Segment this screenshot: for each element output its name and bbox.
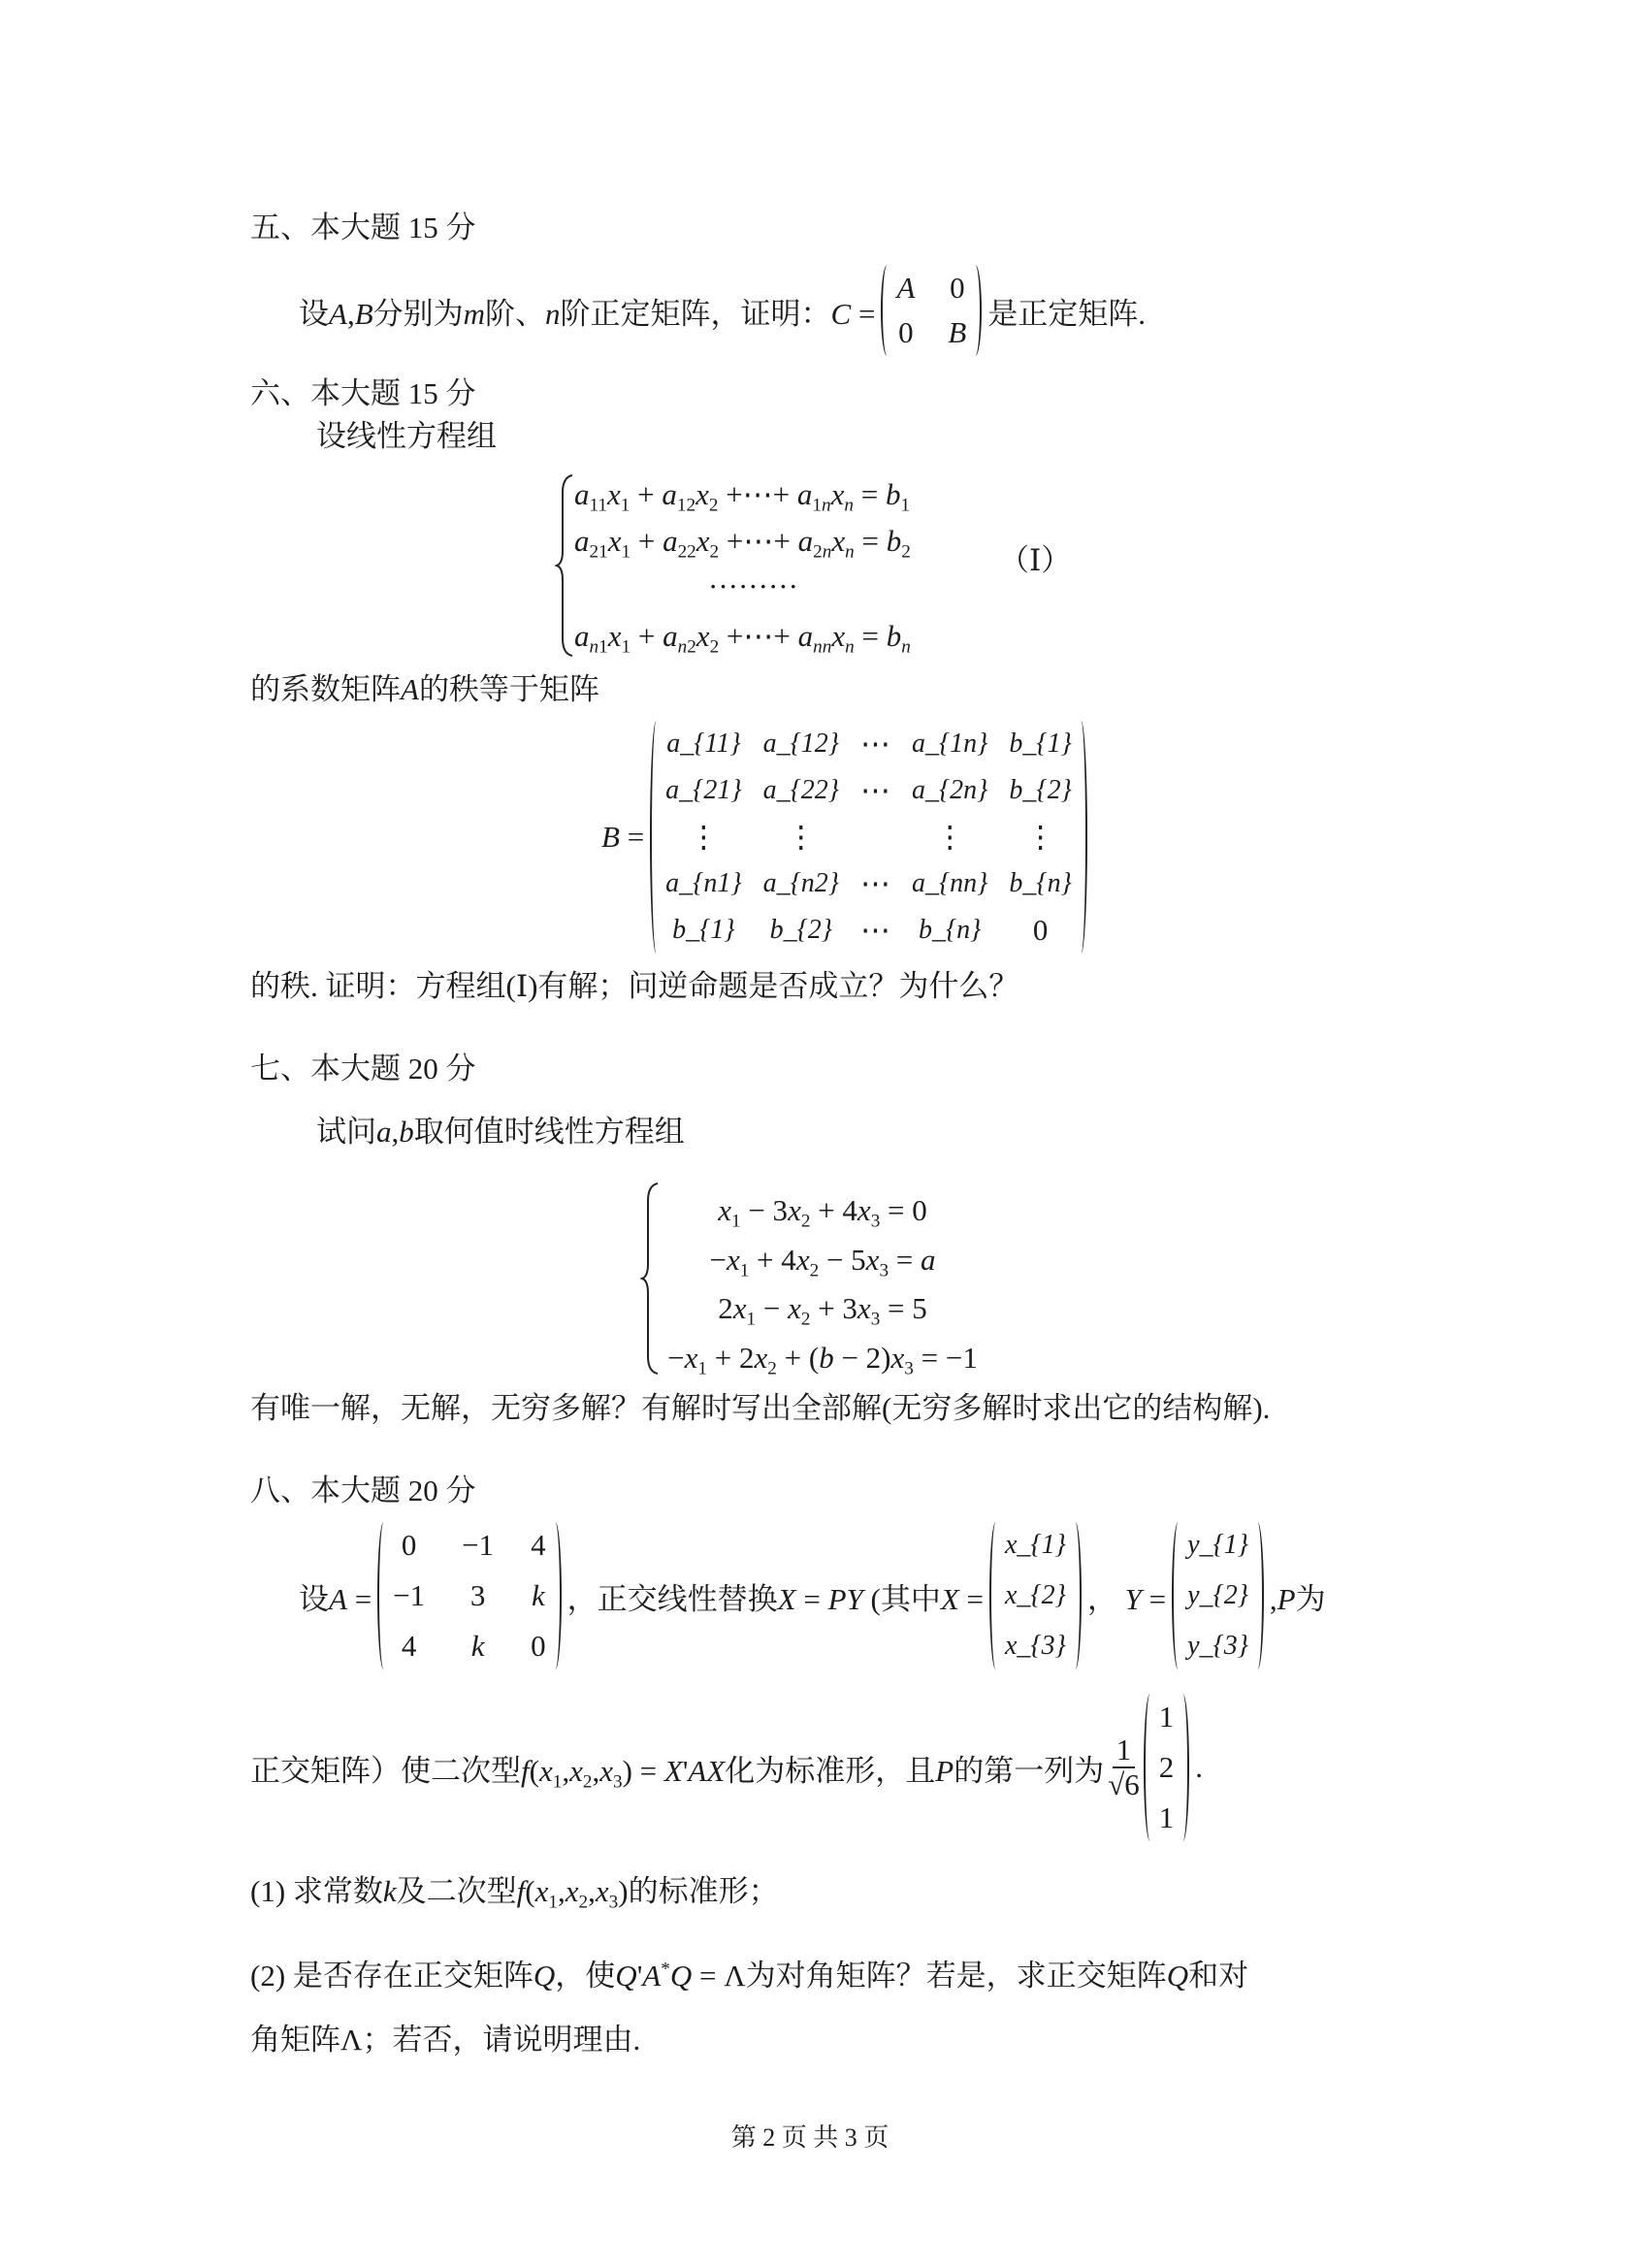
matrix-cell: b_{n} (918, 915, 982, 945)
matrix-cell: y_{1} (1187, 1530, 1248, 1560)
matrix-cell: 2 (1158, 1750, 1175, 1784)
matrix-cell: 4 (401, 1629, 417, 1663)
q5-text-after: 是正定矩阵. (987, 296, 1147, 331)
matrix-cell: 3 (469, 1578, 486, 1612)
matrix-cell: b_{2} (769, 915, 832, 945)
matrix-cell: b_{1} (672, 915, 735, 945)
q6-conclusion: 的秩. 证明：方程组(Ⅰ)有解；问逆命题是否成立？为什么？ (250, 969, 1019, 1003)
matrix-cell: 0 (1032, 913, 1049, 947)
system-label: （Ⅰ） (999, 543, 1072, 577)
matrix-b-label: B = (601, 820, 645, 854)
matrix-a (377, 1522, 561, 1669)
q8-text-l2: 正交矩阵）使二次型$f(x_1,x_2,x_3) = X'AX$化为标准形，且P的第一列为 (250, 1753, 1105, 1793)
vector-y (1172, 1522, 1264, 1669)
q7-equation-1: $x_1 - 3x_2 + 4x_3 = 0$ (718, 1193, 927, 1232)
matrix-cell: a_{n2} (762, 868, 839, 898)
matrix-b-block (601, 718, 1093, 956)
q6-intro: 设线性方程组 (316, 419, 497, 453)
matrix-cell: a_{22} (762, 775, 839, 805)
matrix-cell: 1 (1158, 1700, 1175, 1733)
matrix-cell: −1 (393, 1578, 426, 1612)
fraction-denominator: √6 (1108, 1767, 1140, 1801)
matrix-cell: 0 (898, 315, 914, 349)
matrix-cell: ⋯ (859, 727, 890, 761)
matrix-cell: a_{nn} (911, 868, 988, 898)
matrix-cell: ⋮ (786, 820, 817, 854)
q8-text-end: . (1195, 1750, 1203, 1784)
matrix-cell: A (896, 271, 916, 305)
q8-part-2: (2) 是否存在正交矩阵Q，使Q'A*Q = Λ为对角矩阵？若是，求正交矩阵Q和对 (250, 1959, 1249, 1993)
matrix-cell: a_{1n} (911, 729, 988, 759)
matrix-cell: a_{21} (665, 775, 742, 805)
q8-line-2 (250, 1690, 1203, 1845)
page-footer: 第 2 页 共 3 页 (730, 2123, 889, 2152)
matrix-cell: x_{3} (1005, 1631, 1066, 1661)
q7-heading: 七、本大题 20 分 (250, 1052, 476, 1085)
matrix-cell: ⋯ (859, 773, 890, 807)
matrix-cell: b_{n} (1009, 868, 1072, 898)
q5-statement (299, 264, 1146, 357)
matrix-cell: ⋮ (1025, 820, 1056, 854)
q8-line-1 (299, 1518, 1326, 1673)
left-brace (555, 473, 574, 658)
matrix-cell: a_{11} (666, 729, 741, 759)
matrix-cell: y_{2} (1187, 1580, 1248, 1610)
q8-text-d: ,P为 (1269, 1581, 1326, 1616)
vector-p-first-column (1144, 1694, 1190, 1841)
fraction-one-over-sqrt6 (1108, 1733, 1140, 1801)
q6-heading: 六、本大题 15 分 (250, 376, 476, 410)
q7-equation-4: $-x_1 + 2x_2 + (b - 2)x_3 = -1$ (667, 1340, 978, 1379)
q8-part-2-cont: 角矩阵Λ；若否，请说明理由. (250, 2023, 641, 2057)
matrix-cell: ⋯ (859, 913, 890, 947)
q8-heading: 八、本大题 20 分 (250, 1474, 476, 1507)
matrix-cell: ⋮ (934, 820, 965, 854)
matrix-c (881, 265, 982, 356)
matrix-cell: b_{1} (1009, 729, 1072, 759)
q5-heading: 五、本大题 15 分 (250, 211, 476, 244)
q6-text-mid: 的系数矩阵A的秩等于矩阵 (250, 672, 599, 706)
matrix-b (650, 721, 1087, 954)
q8-part-1: (1) 求常数k及二次型$f(x_1,x_2,x_3)$的标准形； (250, 1874, 779, 1913)
matrix-cell: −1 (462, 1528, 495, 1562)
matrix-cell: x_{1} (1005, 1530, 1066, 1560)
q8-text-a: 设A = (299, 1581, 372, 1616)
matrix-cell: y_{3} (1187, 1631, 1248, 1661)
left-brace (640, 1182, 660, 1376)
vector-x (989, 1522, 1082, 1669)
matrix-cell: ⋯ (859, 866, 890, 900)
q6-equation-2: $a_{21}x_1 + a_{22}x_2$ +⋯+ $a_{2n}x_n = b_2$ (574, 524, 911, 563)
q7-system (658, 1186, 987, 1382)
q7-equation-3: $2x_1 - x_2 + 3x_3 = 5$ (718, 1291, 927, 1330)
matrix-cell: ⋮ (688, 820, 719, 854)
matrix-cell: 1 (1158, 1800, 1175, 1834)
q6-equation-dots: ········· (708, 569, 798, 603)
matrix-cell: B (948, 315, 967, 349)
matrix-cell: a_{12} (762, 729, 839, 759)
q8-text-c: ， Y = (1086, 1581, 1167, 1616)
q7-intro: 试问a,b取何值时线性方程组 (316, 1115, 685, 1149)
matrix-cell: b_{2} (1009, 775, 1072, 805)
fraction-numerator: 1 (1113, 1733, 1136, 1768)
q6-equation-1: $a_{11}x_1 + a_{12}x_2$ +⋯+ $a_{1n}x_n = b_1$ (574, 477, 911, 516)
q7-equation-2: $-x_1 + 4x_2 - 5x_3 = a$ (709, 1242, 936, 1281)
q6-equation-n: $a_{n1}x_1 + a_{n2}x_2$ +⋯+ $a_{nn}x_n = b_n$ (574, 619, 911, 658)
matrix-cell: 4 (531, 1528, 546, 1562)
matrix-cell: k (532, 1578, 545, 1612)
matrix-cell: 0 (531, 1629, 546, 1663)
q8-text-b: ，正交线性替换X = PY (其中X = (566, 1581, 984, 1616)
matrix-cell: a_{2n} (911, 775, 988, 805)
matrix-cell: a_{n1} (665, 868, 742, 898)
q5-text-before: 设A,B分别为m阶、n阶正定矩阵，证明：C = (299, 296, 876, 331)
matrix-cell: 0 (950, 271, 965, 305)
matrix-cell: x_{2} (1005, 1580, 1066, 1610)
q7-question: 有唯一解，无解，无穷多解？有解时写出全部解(无穷多解时求出它的结构解). (250, 1391, 1271, 1425)
matrix-cell: k (470, 1629, 485, 1663)
matrix-cell: 0 (401, 1528, 417, 1562)
